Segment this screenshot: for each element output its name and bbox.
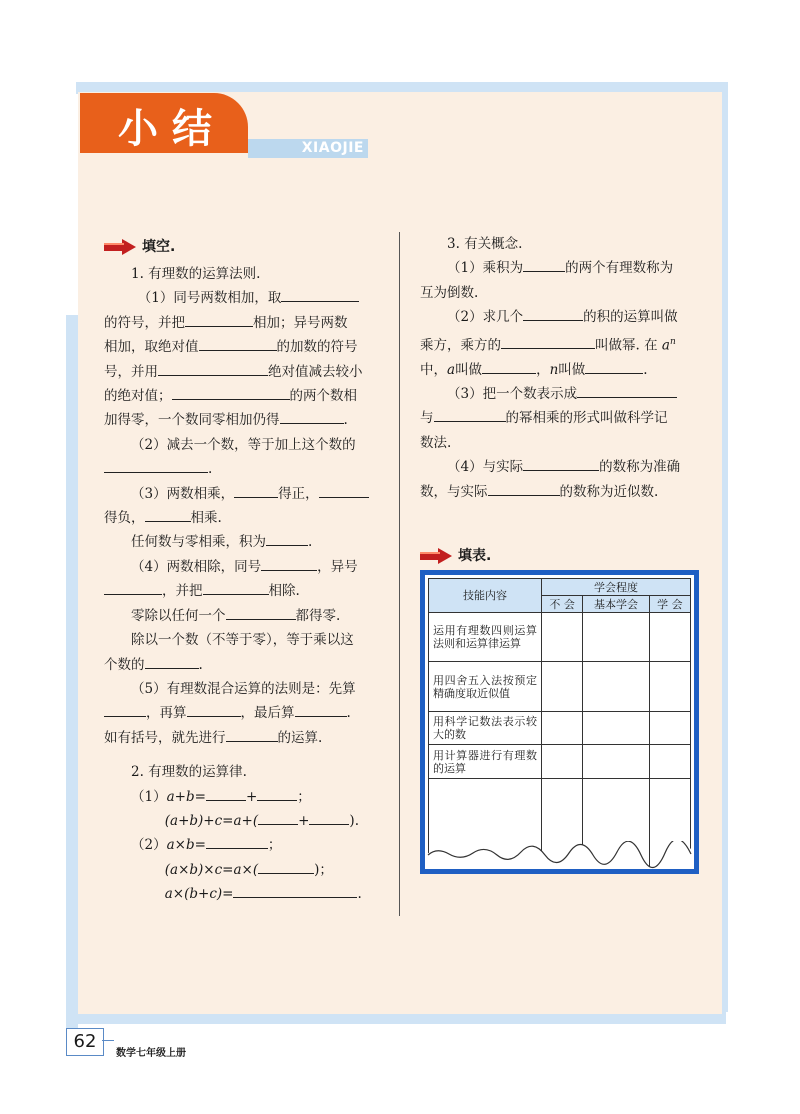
rule-2-line-a: （2）减去一个数，等于加上这个数的 (131, 436, 356, 453)
table-row (429, 712, 691, 745)
blank[interactable] (523, 455, 599, 471)
blank[interactable] (281, 286, 359, 302)
check-cell[interactable] (649, 745, 690, 779)
fill-blank-heading (104, 236, 175, 256)
law-2-line-c: a×(b+c)= . (104, 882, 382, 906)
blank[interactable] (319, 482, 369, 498)
blank[interactable] (145, 506, 191, 522)
blank[interactable] (280, 408, 344, 424)
rule-3-line-b: 得负， 相乘. (104, 506, 382, 530)
torn-edge-icon (425, 841, 694, 869)
concept-4-line-a: （4）与实际 的数称为准确 (420, 455, 702, 479)
check-cell[interactable] (583, 745, 649, 779)
blank[interactable] (309, 809, 349, 825)
concept-3-line-b: 与 的幂相乘的形式叫做科学记 (420, 406, 702, 430)
law-1-line-b: (a+b)+c=a+( + ). (104, 809, 382, 833)
rule-1-line-d: 号，并用 绝对值减去较小 (104, 360, 382, 384)
blank[interactable] (266, 530, 308, 546)
blank[interactable] (233, 882, 357, 898)
check-cell[interactable] (583, 613, 649, 662)
blank[interactable] (482, 358, 536, 374)
table-row (429, 613, 691, 662)
blank[interactable] (261, 555, 317, 571)
check-cell[interactable] (649, 712, 690, 745)
rule-4-line-d: 除以一个数（不等于零），等于乘以这 (131, 632, 354, 649)
check-cell[interactable] (542, 662, 583, 712)
blank[interactable] (185, 311, 253, 327)
page-number: 62 (66, 1028, 104, 1056)
blank[interactable] (104, 579, 162, 595)
concept-2-line-a: （2）求几个 的积的运算叫做 (420, 305, 702, 329)
skill-name: 运用有理数四则运算法则和运算律运算 (429, 613, 542, 662)
check-cell[interactable] (649, 662, 690, 712)
table-row (429, 745, 691, 779)
check-cell[interactable] (542, 745, 583, 779)
section-title: 小结 (118, 106, 226, 152)
blank[interactable] (585, 358, 643, 374)
rule-2-line-b: . (104, 457, 382, 481)
concept-3-line-a: （3）把一个数表示成 (420, 382, 702, 406)
law-2-line-a: （2）a×b= ； (104, 833, 382, 857)
blank[interactable] (104, 457, 208, 473)
column-divider (399, 232, 400, 916)
table-header-level: 学会程度 (542, 579, 691, 596)
table-header-basic: 基本学会 (583, 596, 649, 613)
blank[interactable] (501, 333, 595, 349)
rule-1-line-b: 的符号，并把 相加；异号两数 (104, 311, 382, 335)
red-arrow-icon (420, 548, 452, 564)
laws-title: 2. 有理数的运算律. (131, 764, 247, 781)
blank[interactable] (187, 701, 241, 717)
skill-table (428, 578, 691, 869)
check-cell[interactable] (649, 613, 690, 662)
check-cell[interactable] (583, 662, 649, 712)
blank[interactable] (158, 360, 268, 376)
fill-blank-heading-text: 填空. (142, 239, 176, 255)
blank[interactable] (257, 785, 297, 801)
red-arrow-icon (104, 239, 136, 255)
blank[interactable] (577, 382, 677, 398)
rule-4-line-b: ，并把 相除. (104, 579, 382, 603)
book-title: 数学七年级上册 (116, 1048, 186, 1059)
rule-3-line-c: 任何数与零相乘，积为 . (104, 530, 382, 554)
fill-table-heading-text: 填表. (458, 548, 492, 564)
rules-title: 1. 有理数的运算法则. (131, 266, 261, 282)
blank[interactable] (104, 701, 146, 717)
blank[interactable] (523, 305, 583, 321)
left-column (104, 262, 382, 907)
check-cell[interactable] (583, 712, 649, 745)
blank[interactable] (226, 604, 296, 620)
page-number-connector (102, 1040, 114, 1041)
rule-4-line-a: （4）两数相除，同号 ，异号 (104, 555, 382, 579)
rule-5-line-b: ，再算 ，最后算 . (104, 701, 382, 725)
rule-5-line-c: 如有括号，就先进行 的运算. (104, 726, 382, 750)
skill-table-frame (420, 570, 699, 874)
skill-name: 用四舍五入法按预定精确度取近似值 (429, 662, 542, 712)
law-1-line-a: （1）a+b= + ； (104, 785, 382, 809)
skill-name: 用科学记数法表示较大的数 (429, 712, 542, 745)
table-row (429, 662, 691, 712)
check-cell[interactable] (542, 613, 583, 662)
rule-1-line-f: 加得零，一个数同零相加仍得 . (104, 408, 382, 432)
blank[interactable] (258, 858, 314, 874)
rule-5-line-a: （5）有理数混合运算的法则是：先算 (131, 680, 356, 697)
rule-3-line-a: （3）两数相乘， 得正， (104, 482, 382, 506)
concept-1-line-b: 互为倒数. (420, 284, 479, 301)
rule-4-line-e: 个数的 . (104, 653, 382, 677)
concept-4-line-b: 数，与实际 的数称为近似数. (420, 480, 702, 504)
blank[interactable] (258, 809, 298, 825)
blank[interactable] (206, 785, 246, 801)
table-header-learned: 学 会 (649, 596, 690, 613)
rule-4-line-c: 零除以任何一个 都得零. (104, 604, 382, 628)
concept-1-line-a: （1）乘积为 的两个有理数称为 (420, 256, 702, 280)
concept-2-line-c: 中，a叫做 ，n叫做 . (420, 358, 702, 382)
skill-name: 用计算器进行有理数的运算 (429, 745, 542, 779)
rule-1-line-e: 的绝对值； 的两个数相 (104, 384, 382, 408)
blank[interactable] (199, 335, 277, 351)
blank[interactable] (206, 833, 268, 849)
check-cell[interactable] (542, 712, 583, 745)
concept-3-line-c: 数法. (420, 434, 452, 451)
right-column (420, 232, 702, 504)
table-header-skill: 技能内容 (429, 579, 542, 613)
blank[interactable] (234, 482, 278, 498)
blank[interactable] (145, 653, 199, 669)
law-2-line-b: (a×b)×c=a×( )； (104, 858, 382, 882)
blank[interactable] (488, 480, 560, 496)
decor-band-left (66, 315, 78, 1035)
fill-table-heading (420, 545, 491, 565)
concepts-title: 3. 有关概念. (447, 236, 523, 252)
table-header-not-learned: 不 会 (542, 596, 583, 613)
concept-2-line-b: 乘方，乘方的 叫做幂. 在 $a^n$ (420, 330, 702, 358)
rule-1-line-a: （1）同号两数相加，取 (104, 286, 382, 310)
blank[interactable] (523, 256, 565, 272)
rule-1-line-c: 相加，取绝对值 的加数的符号 (104, 335, 382, 359)
blank[interactable] (295, 701, 347, 717)
section-subtitle: XIAOJIE (301, 140, 364, 156)
section-title-tab (80, 93, 248, 153)
blank[interactable] (434, 406, 506, 422)
section-subtitle-tab (248, 139, 368, 158)
blank[interactable] (172, 384, 290, 400)
blank[interactable] (203, 579, 269, 595)
blank[interactable] (226, 726, 278, 742)
